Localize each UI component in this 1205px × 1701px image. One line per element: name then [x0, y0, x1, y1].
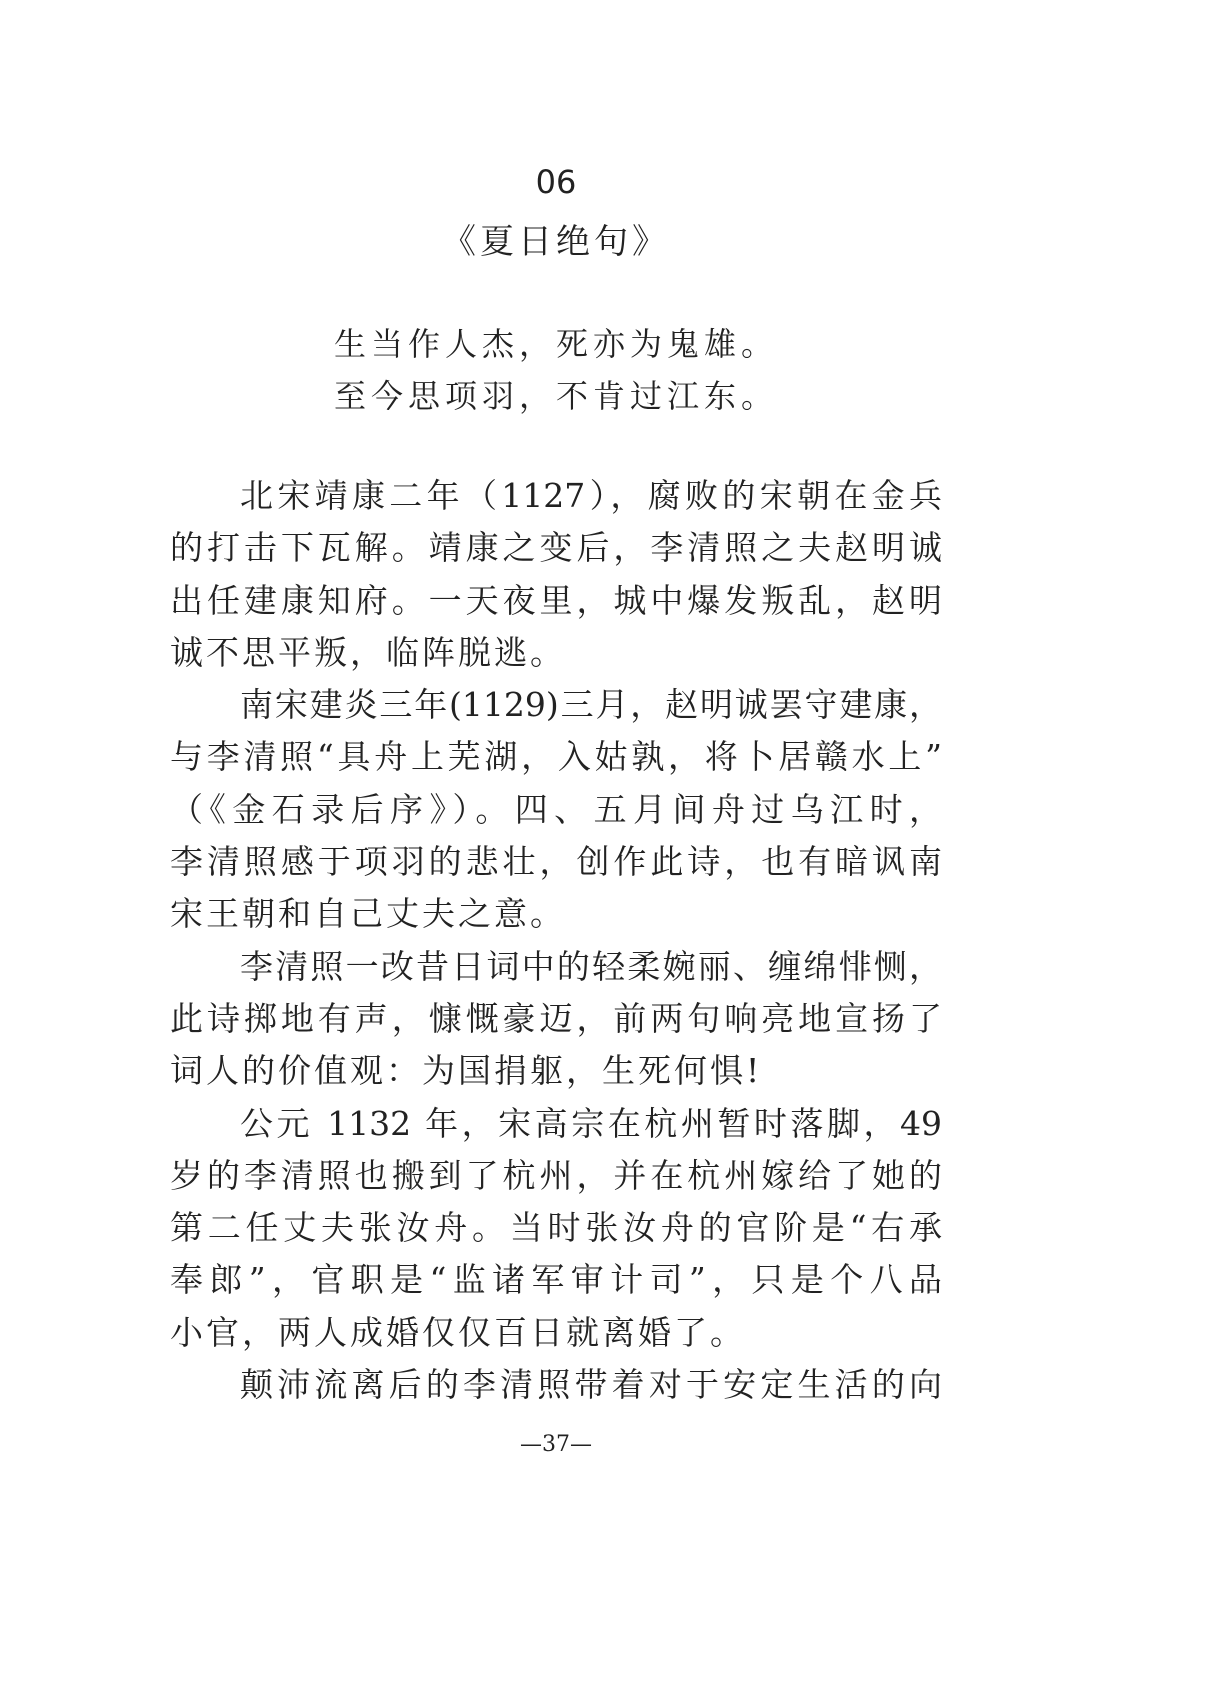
text-line: 与李清照“具舟上芜湖，入姑孰，将卜居赣水上”: [170, 737, 942, 777]
text-line: 颠沛流离后的李清照带着对于安定生活的向: [240, 1365, 942, 1405]
text-line: 李清照感于项羽的悲壮，创作此诗，也有暗讽南: [170, 842, 942, 882]
paragraph: [170, 1359, 942, 1411]
poem-line: 生当作人杰，死亦为鬼雄。: [333, 325, 778, 363]
text-line: 李清照一改昔日词中的轻柔婉丽、缠绵悱恻，: [240, 946, 942, 986]
paragraph: [170, 679, 942, 940]
text-line: 岁的李清照也搬到了杭州，并在杭州嫁给了她的: [170, 1155, 942, 1195]
text-line: 南宋建炎三年(1129)三月，赵明诚罢守建康，: [240, 685, 942, 725]
body-text: [170, 470, 942, 1411]
text-line: 此诗掷地有声，慷慨豪迈，前两句响亮地宣扬了: [170, 998, 942, 1038]
paragraph: [170, 1098, 942, 1359]
paragraph: [170, 941, 942, 1098]
text-line: 第二任丈夫张汝舟。当时张汝舟的官阶是“右承: [170, 1208, 942, 1248]
paragraph: [170, 470, 942, 679]
text-line: 奉郎”，官职是“监诸军审计司”，只是个八品: [170, 1260, 942, 1300]
poem: [0, 318, 1112, 422]
page-number: —37—: [520, 1432, 592, 1457]
text-line: 宋王朝和自己丈夫之意。: [170, 894, 566, 934]
text-line: 小官，两人成婚仅仅百日就离婚了。: [170, 1312, 746, 1352]
section-number: 06: [535, 163, 577, 201]
poem-title: 《夏日绝句》: [442, 222, 670, 262]
text-line: 诚不思平叛，临阵脱逃。: [170, 632, 566, 672]
text-line: 出任建康知府。一天夜里，城中爆发叛乱，赵明: [170, 580, 942, 620]
text-line: 北宋靖康二年（1127），腐败的宋朝在金兵: [240, 476, 942, 515]
text-line: （《金石录后序》）。四、五月间舟过乌江时，: [170, 789, 942, 829]
poem-line: 至今思项羽，不肯过江东。: [333, 377, 778, 415]
text-line: 公元 1132 年，宋高宗在杭州暂时落脚，49: [240, 1103, 942, 1143]
text-line: 的打击下瓦解。靖康之变后，李清照之夫赵明诚: [170, 528, 942, 568]
text-line: 词人的价值观：为国捐躯，生死何惧!: [170, 1051, 763, 1091]
